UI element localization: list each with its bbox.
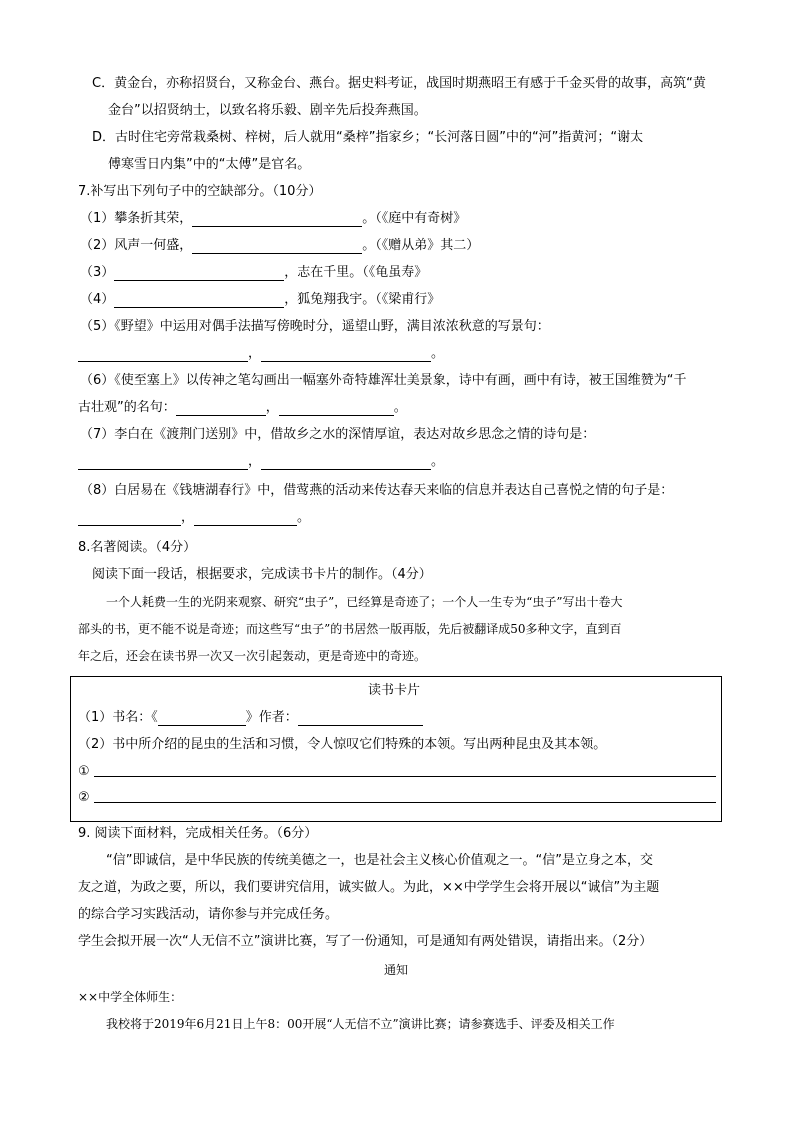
q7-item4-num: （4） — [80, 292, 115, 307]
q9-paragraph-line2: 友之道，为政之要，所以，我们要讲究信用，诚实做人。为此，××中学学生会将开展以“诚信”为主题 — [78, 880, 660, 895]
answer-line-1[interactable] — [94, 776, 716, 777]
option-d-line2: 傅寒雪日内集”中的“太傅”是官名。 — [108, 157, 311, 172]
q7-item7: （7）李白在《渡荆门送别》中，借故乡之水的深情厚谊，表达对故乡思念之情的诗句是： — [80, 427, 596, 442]
q7-item2-source: 。（《赠从弟》其二） — [362, 238, 480, 253]
period: 。 — [431, 346, 445, 361]
answer-blank[interactable] — [176, 402, 266, 416]
comma: ， — [181, 510, 195, 525]
q7-item4-text: ，狐兔翔我宇。（《梁甫行》 — [284, 292, 441, 307]
answer-blank[interactable] — [279, 402, 394, 416]
card-item1 — [78, 710, 423, 726]
option-c-line1: C．黄金台，亦称招贤台，又称金台、燕台。据史料考证，战国时期燕昭王有感于千金买骨的故事，高筑“黄 — [92, 76, 706, 91]
answer-blank[interactable] — [261, 456, 431, 470]
answer-blank[interactable] — [261, 348, 431, 362]
q7-item8: （8）白居易在《钱塘湖春行》中，借莺燕的活动来传达春天来临的信息并表达自己喜悦之情的句子是： — [80, 483, 674, 498]
q8-instruction: 阅读下面一段话，根据要求，完成读书卡片的制作。（4分） — [92, 567, 432, 582]
q7-item1-text: （1）攀条折其荣， — [80, 211, 193, 226]
q7-item1 — [80, 211, 466, 227]
period: 。 — [297, 510, 311, 525]
q7-item6-line2 — [78, 400, 407, 416]
card-item1-label: （1）书名：《 — [78, 710, 158, 725]
q7-item6-line1: （6）《使至塞上》以传神之笔勾画出一幅塞外奇特雄浑壮美景象，诗中有画，画中有诗，被王国维赞为“千 — [80, 373, 687, 388]
q7-item8-answers — [78, 510, 310, 526]
q7-item7-answers — [78, 454, 444, 470]
answer-blank[interactable] — [114, 294, 284, 308]
q7-item3 — [80, 265, 427, 281]
answer-line-2[interactable] — [94, 802, 716, 803]
card-mark1: ① — [78, 764, 90, 779]
q8-passage-line3: 年之后，还会在读书界一次又一次引起轰动，更是奇迹中的奇迹。 — [78, 649, 427, 663]
author-blank[interactable] — [298, 712, 423, 726]
q7-item5-answers — [78, 346, 444, 362]
answer-blank[interactable] — [78, 512, 181, 526]
q7-item2-text: （2）风声一何盛， — [80, 238, 193, 253]
card-mark2: ② — [78, 790, 90, 805]
book-title-blank[interactable] — [158, 712, 246, 726]
answer-blank[interactable] — [114, 267, 284, 281]
comma: ， — [248, 346, 262, 361]
period: 。 — [393, 400, 407, 415]
card-author-label: 》作者： — [245, 710, 298, 725]
card-title: 读书卡片 — [368, 683, 421, 698]
q7-title: 7.补写出下列句子中的空缺部分。（10分） — [78, 184, 322, 199]
card-item2: （2）书中所介绍的昆虫的生活和习惯，令人惊叹它们特殊的本领。写出两种昆虫及其本领。 — [78, 737, 607, 752]
option-c-line2: 金台”以招贤纳士，以致名将乐毅、剧辛先后投奔燕国。 — [108, 103, 427, 118]
period: 。 — [431, 454, 445, 469]
answer-blank[interactable] — [78, 456, 248, 470]
q8-title: 8.名著阅读。（4分） — [78, 540, 197, 555]
comma: ， — [265, 400, 279, 415]
q7-item3-text: ，志在千里。（《龟虽寿》 — [284, 265, 428, 280]
q8-passage-line1: 一个人耗费一生的光阴来观察、研究“虫子”，已经算是奇迹了；一个人一生专为“虫子”写出十卷大 — [106, 595, 623, 609]
q9-title: 9. 阅读下面材料，完成相关任务。（6分） — [78, 826, 318, 841]
q7-item1-source: 。（《庭中有奇树》 — [362, 211, 467, 226]
q7-item6-text: 古壮观”的名句： — [78, 400, 176, 415]
option-d-line1: D．古时住宅旁常栽桑树、梓树，后人就用“桑梓”指家乡；“长河落日圆”中的“河”指黄河；“谢太 — [92, 130, 644, 145]
q7-item4 — [80, 292, 440, 308]
answer-blank[interactable] — [192, 213, 362, 227]
q7-item5: （5）《野望》中运用对偶手法描写傍晚时分，遥望山野，满目浓浓秋意的写景句： — [80, 319, 550, 334]
answer-blank[interactable] — [194, 512, 297, 526]
q9-task: 学生会拟开展一次“人无信不立”演讲比赛，写了一份通知，可是通知有两处错误，请指出来。（2分） — [78, 934, 653, 949]
answer-blank[interactable] — [78, 348, 248, 362]
comma: ， — [248, 454, 262, 469]
notice-title: 通知 — [384, 963, 409, 977]
q7-item2 — [80, 238, 479, 254]
notice-body: 我校将于2019年6月21日上午8：00开展“人无信不立”演讲比赛；请参赛选手、评委及相关工作 — [106, 1017, 615, 1031]
q9-paragraph-line1: “信”即诚信，是中华民族的传统美德之一，也是社会主义核心价值观之一。“信”是立身之本，交 — [106, 853, 653, 868]
answer-blank[interactable] — [192, 240, 362, 254]
notice-recipient: ××中学全体师生： — [78, 990, 183, 1004]
q8-passage-line2: 部头的书，更不能不说是奇迹；而这些写“虫子”的书居然一版再版，先后被翻译成50多种文字，直到百 — [78, 622, 622, 636]
q9-paragraph-line3: 的综合学习实践活动，请你参与并完成任务。 — [78, 907, 339, 922]
q7-item3-num: （3） — [80, 265, 115, 280]
